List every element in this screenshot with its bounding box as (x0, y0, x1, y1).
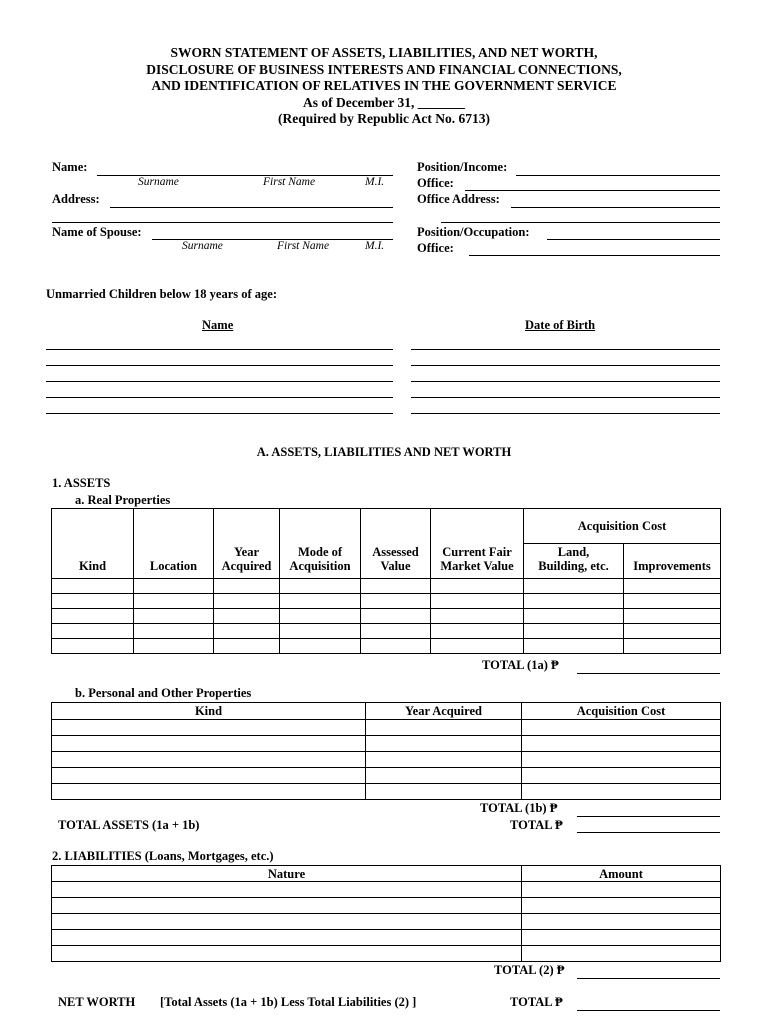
land-header-l2: Building, etc. (538, 559, 609, 573)
year-header-l2: Acquired (221, 559, 272, 573)
col-header-fair-value (431, 509, 524, 579)
table-row[interactable] (52, 898, 721, 914)
table-row[interactable] (52, 736, 721, 752)
total-assets-field[interactable] (577, 832, 720, 833)
address-field[interactable] (110, 207, 393, 208)
address-field-line-2[interactable] (52, 222, 393, 223)
child-dob-field[interactable] (411, 397, 720, 398)
total-1a-label: TOTAL (1a) ₱ (482, 658, 559, 672)
title-line-3: AND IDENTIFICATION OF RELATIVES IN THE GOVERNMENT SERVICE (151, 78, 617, 93)
col-header-location-text: Location (149, 559, 198, 573)
col-header-kind-text: Kind (78, 559, 107, 573)
net-worth-label: NET WORTH (58, 995, 136, 1009)
surname-caption: Surname (138, 176, 179, 188)
table-header-row (52, 703, 721, 720)
table-row[interactable] (52, 624, 721, 639)
real-properties-table (51, 508, 721, 654)
table-row[interactable] (52, 914, 721, 930)
year-header-l1: Year (234, 545, 259, 559)
first-name-caption: First Name (263, 176, 316, 188)
office-address-field[interactable] (511, 207, 720, 208)
total-1a-field[interactable] (577, 673, 720, 674)
mode-header-l2: Acquisition (289, 559, 351, 573)
required-by-line: (Required by Republic Act No. 6713) (277, 111, 490, 126)
table-row[interactable] (52, 594, 721, 609)
amount-text: Amount (599, 866, 643, 881)
table-header-row (52, 866, 721, 882)
position-income-field[interactable] (516, 175, 720, 176)
children-heading: Unmarried Children below 18 years of age: (46, 287, 277, 301)
spouse-first-name-caption: First Name (277, 240, 330, 252)
office-address-field-line-2[interactable] (441, 222, 720, 223)
child-name-field[interactable] (46, 397, 393, 398)
col-header-mode (280, 509, 361, 579)
assessed-header-l2: Value (380, 559, 411, 573)
col-header-year-acquired (214, 509, 280, 579)
col-header-amount (522, 866, 721, 882)
office-address-label: Office Address: (417, 192, 500, 206)
col-header-year-acquired (366, 703, 522, 720)
child-dob-field[interactable] (411, 413, 720, 414)
col-header-nature (52, 866, 522, 882)
children-dob-header: Date of Birth (525, 318, 596, 332)
child-name-field[interactable] (46, 413, 393, 414)
child-dob-field[interactable] (411, 365, 720, 366)
personal-properties-heading: b. Personal and Other Properties (75, 686, 252, 700)
net-worth-field[interactable] (577, 1010, 720, 1011)
table-row[interactable] (52, 946, 721, 962)
total-1b-field[interactable] (577, 816, 720, 817)
improvements-text: Improvements (633, 559, 711, 573)
position-occupation-label: Position/Occupation: (417, 225, 530, 239)
children-name-header: Name (202, 318, 234, 332)
net-worth-total-label: TOTAL ₱ (510, 995, 563, 1009)
child-name-field[interactable] (46, 365, 393, 366)
col-header-land (524, 544, 624, 579)
col-header-location (134, 509, 214, 579)
table-row[interactable] (52, 579, 721, 594)
col-header-improvements (624, 544, 721, 579)
pp-cost-text: Acquisition Cost (576, 704, 666, 718)
as-of-date-line: As of December 31, _______ (302, 94, 466, 110)
title-line-2: DISCLOSURE OF BUSINESS INTERESTS AND FINANCIAL CONNECTIONS, (146, 61, 622, 77)
name-label: Name: (52, 160, 88, 174)
spouse-mi-caption: M.I. (365, 240, 385, 252)
table-row[interactable] (52, 639, 721, 654)
table-row[interactable] (52, 784, 721, 800)
col-header-kind (52, 703, 366, 720)
section-a-title: A. ASSETS, LIABILITIES AND NET WORTH (256, 445, 512, 459)
table-row[interactable] (52, 930, 721, 946)
spouse-office-field[interactable] (469, 255, 720, 256)
total-assets-total-label: TOTAL ₱ (510, 818, 563, 832)
spouse-position-field[interactable] (547, 239, 720, 240)
col-header-acquisition-cost (524, 509, 721, 544)
col-header-assessed (361, 509, 431, 579)
address-label: Address: (52, 192, 100, 206)
total-1b-label: TOTAL (1b) ₱ (480, 801, 558, 815)
total-2-label: TOTAL (2) ₱ (494, 963, 565, 977)
real-properties-heading: a. Real Properties (75, 493, 171, 507)
spouse-office-label: Office: (417, 241, 454, 255)
spouse-surname-caption: Surname (182, 240, 223, 252)
net-worth-formula: [Total Assets (1a + 1b) Less Total Liabilities (2) ] (160, 995, 417, 1009)
liabilities-heading: 2. LIABILITIES (Loans, Mortgages, etc.) (52, 849, 274, 863)
office-field[interactable] (465, 190, 720, 191)
mode-header-l1: Mode of (297, 545, 343, 559)
table-row[interactable] (52, 882, 721, 898)
acquisition-cost-text: Acquisition Cost (577, 519, 667, 533)
title-line-1: SWORN STATEMENT OF ASSETS, LIABILITIES, AND NET WORTH, (170, 45, 598, 60)
pp-kind-text: Kind (194, 704, 223, 718)
liabilities-table (51, 865, 721, 962)
position-income-label: Position/Income: (417, 160, 508, 174)
fair-header-l2: Market Value (440, 559, 514, 573)
child-name-field[interactable] (46, 349, 393, 350)
land-header-l1: Land, (557, 545, 590, 559)
table-row[interactable] (52, 752, 721, 768)
fair-header-l1: Current Fair (442, 545, 512, 559)
child-dob-field[interactable] (411, 349, 720, 350)
nature-text: Nature (267, 866, 306, 881)
assets-heading: 1. ASSETS (52, 476, 111, 490)
personal-properties-table (51, 702, 721, 800)
mi-caption: M.I. (365, 176, 385, 188)
child-dob-field[interactable] (411, 381, 720, 382)
assessed-header-l1: Assessed (372, 545, 419, 559)
table-header-row (52, 509, 721, 544)
total-2-field[interactable] (577, 978, 720, 979)
spouse-label: Name of Spouse: (52, 225, 142, 239)
total-assets-label: TOTAL ASSETS (1a + 1b) (58, 818, 200, 832)
table-row[interactable] (52, 720, 721, 736)
child-name-field[interactable] (46, 381, 393, 382)
table-row[interactable] (52, 768, 721, 784)
col-header-acquisition-cost (522, 703, 721, 720)
table-row[interactable] (52, 609, 721, 624)
col-header-kind (52, 509, 134, 579)
document-title (0, 45, 768, 128)
office-label: Office: (417, 176, 454, 190)
pp-year-text: Year Acquired (405, 704, 482, 718)
